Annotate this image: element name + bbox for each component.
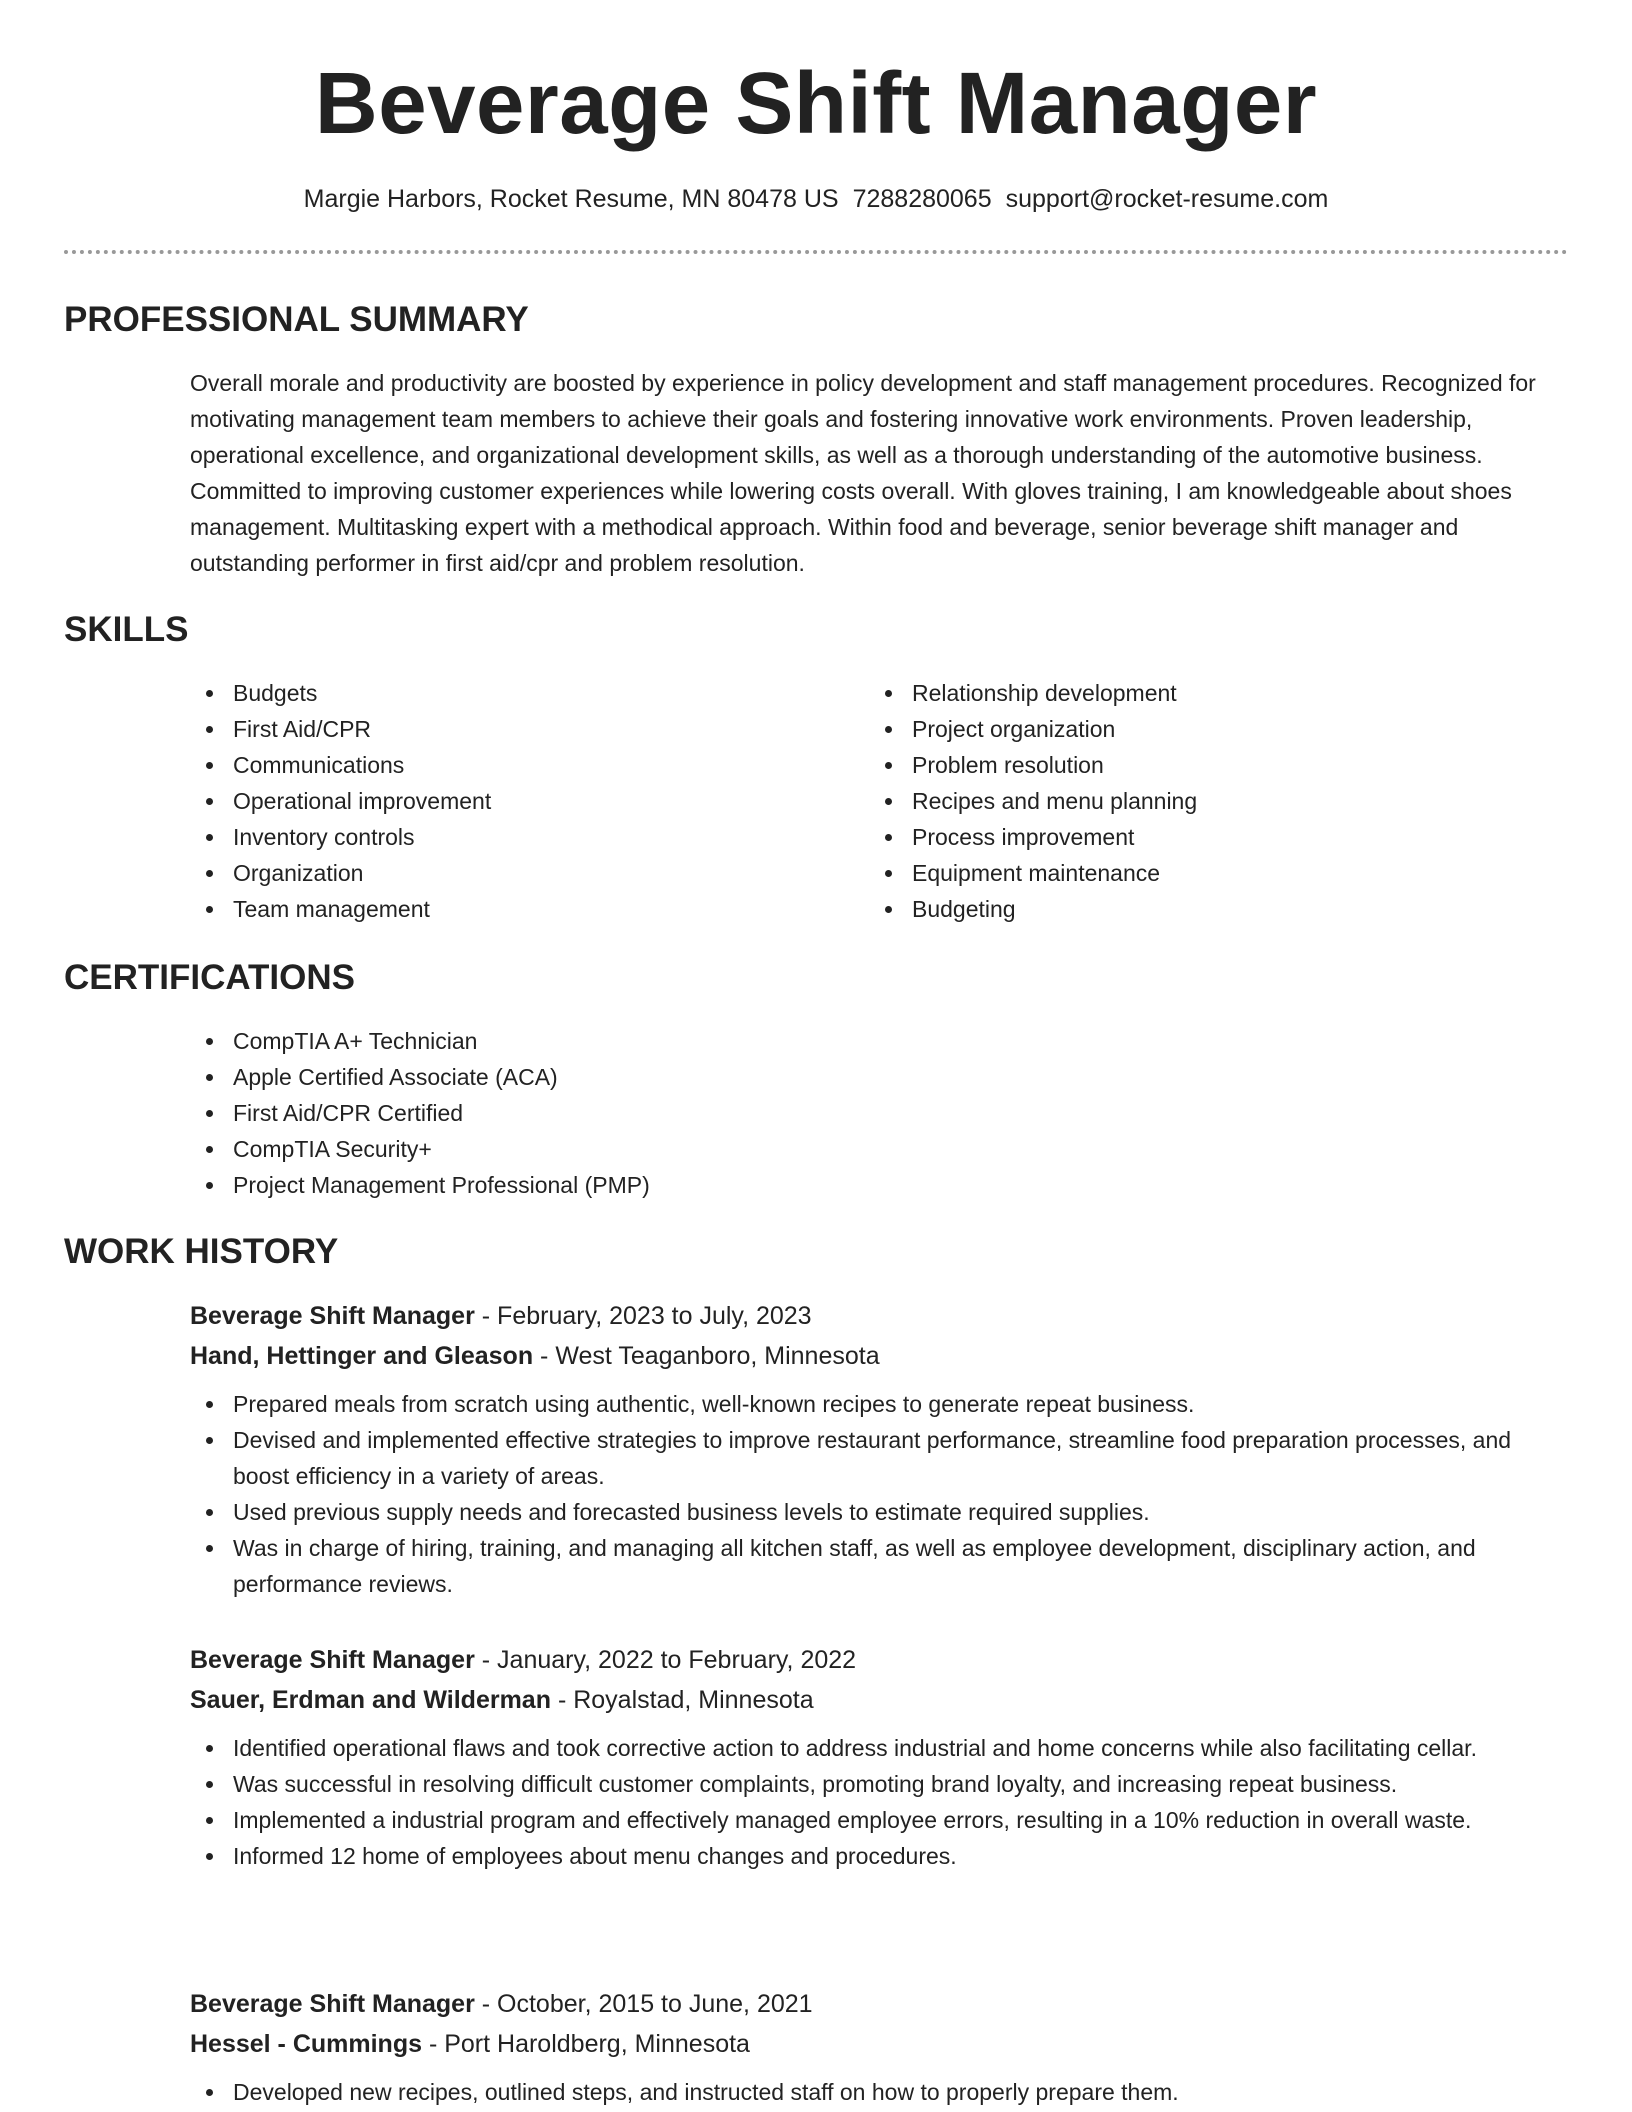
job-bullet: Informed 12 home of employees about menu changes and procedures. [190,1838,1560,1874]
job-bullet: Used previous supply needs and forecasted business levels to estimate required supplies. [190,1494,1560,1530]
job-role: Beverage Shift Manager [190,1990,475,2018]
skills-list-right [869,675,1549,927]
skill-item: Team management [190,891,830,927]
skill-item: Budgeting [869,891,1549,927]
job-bullet: Devised and implemented effective strategies to improve restaurant performance, streamline food preparation processes, and boost efficiency in a variety of areas. [190,1422,1560,1494]
skill-item: Equipment maintenance [869,855,1549,891]
job-role: Beverage Shift Manager [190,1302,475,1330]
skill-item: First Aid/CPR [190,711,830,747]
job-company: Hand, Hettinger and Gleason [190,1342,534,1370]
skills-heading: SKILLS [64,610,189,649]
certifications-heading: CERTIFICATIONS [64,958,356,997]
job-dates: - October, 2015 to June, 2021 [474,1990,813,2018]
summary-heading: PROFESSIONAL SUMMARY [64,300,529,339]
job-bullets [190,2074,1560,2110]
resume-title: Beverage Shift Manager [314,55,1318,152]
job-bullet: Identified operational flaws and took corrective action to address industrial and home concerns while also facilitating cellar. [190,1730,1560,1766]
job-company-line [190,2024,1560,2064]
certification-item: Project Management Professional (PMP) [190,1167,1090,1203]
job-company: Sauer, Erdman and Wilderman [190,1686,551,1714]
skill-item: Process improvement [869,819,1549,855]
job-location: - West Teaganboro, Minnesota [533,1342,880,1370]
certification-item: CompTIA Security+ [190,1131,1090,1167]
certification-item: CompTIA A+ Technician [190,1023,1090,1059]
job-location: - Port Haroldberg, Minnesota [422,2030,750,2058]
skill-item: Organization [190,855,830,891]
job-location: - Royalstad, Minnesota [551,1686,814,1714]
contact-address: Margie Harbors, Rocket Resume, MN 80478 US [303,185,839,213]
contact-info [0,182,1632,216]
job-entry [190,1984,1560,2110]
skills-list-left [190,675,830,927]
job-title-line [190,1640,1560,1680]
job-title-line [190,1296,1560,1336]
job-title-line [190,1984,1560,2024]
skill-item: Operational improvement [190,783,830,819]
job-company-line [190,1336,1560,1376]
job-company-line [190,1680,1560,1720]
job-role: Beverage Shift Manager [190,1646,475,1674]
job-dates: - January, 2022 to February, 2022 [474,1646,857,1674]
certifications-list [190,1023,1090,1203]
work-history-heading: WORK HISTORY [64,1232,339,1271]
job-bullet: Developed new recipes, outlined steps, and instructed staff on how to properly prepare them. [190,2074,1560,2110]
job-entry [190,1640,1560,1874]
job-bullet: Was in charge of hiring, training, and managing all kitchen staff, as well as employee development, disciplinary action, and performance reviews. [190,1530,1560,1602]
job-bullets [190,1386,1560,1602]
job-dates: - February, 2023 to July, 2023 [474,1302,812,1330]
skill-item: Problem resolution [869,747,1549,783]
job-bullet: Was successful in resolving difficult customer complaints, promoting brand loyalty, and increasing repeat business. [190,1766,1560,1802]
skill-item: Relationship development [869,675,1549,711]
job-bullet: Prepared meals from scratch using authentic, well-known recipes to generate repeat business. [190,1386,1560,1422]
skill-item: Project organization [869,711,1549,747]
skill-item: Budgets [190,675,830,711]
skill-item: Recipes and menu planning [869,783,1549,819]
summary-text: Overall morale and productivity are boosted by experience in policy development and staff management procedures. Recognized for motivating management team members to achieve their goals and fostering innovative work environments. Proven leadership, operational excellence, and organizational development skills, as well as a thorough understanding of the automotive business. Committed to improving customer experiences while lowering costs overall. With gloves training, I am knowledgeable about shoes management. Multitasking expert with a methodical approach. Within food and beverage, senior beverage shift manager and outstanding performer in first aid/cpr and problem resolution. [190,370,1536,576]
header-divider [64,250,1568,254]
skill-item: Communications [190,747,830,783]
skill-item: Inventory controls [190,819,830,855]
job-entry [190,1296,1560,1602]
contact-phone: 7288280065 [852,185,992,213]
contact-email: support@rocket-resume.com [1005,185,1329,213]
job-bullets [190,1730,1560,1874]
certification-item: First Aid/CPR Certified [190,1095,1090,1131]
job-company: Hessel - Cummings [190,2030,423,2058]
job-bullet: Implemented a industrial program and effectively managed employee errors, resulting in a 10% reduction in overall waste. [190,1802,1560,1838]
certification-item: Apple Certified Associate (ACA) [190,1059,1090,1095]
